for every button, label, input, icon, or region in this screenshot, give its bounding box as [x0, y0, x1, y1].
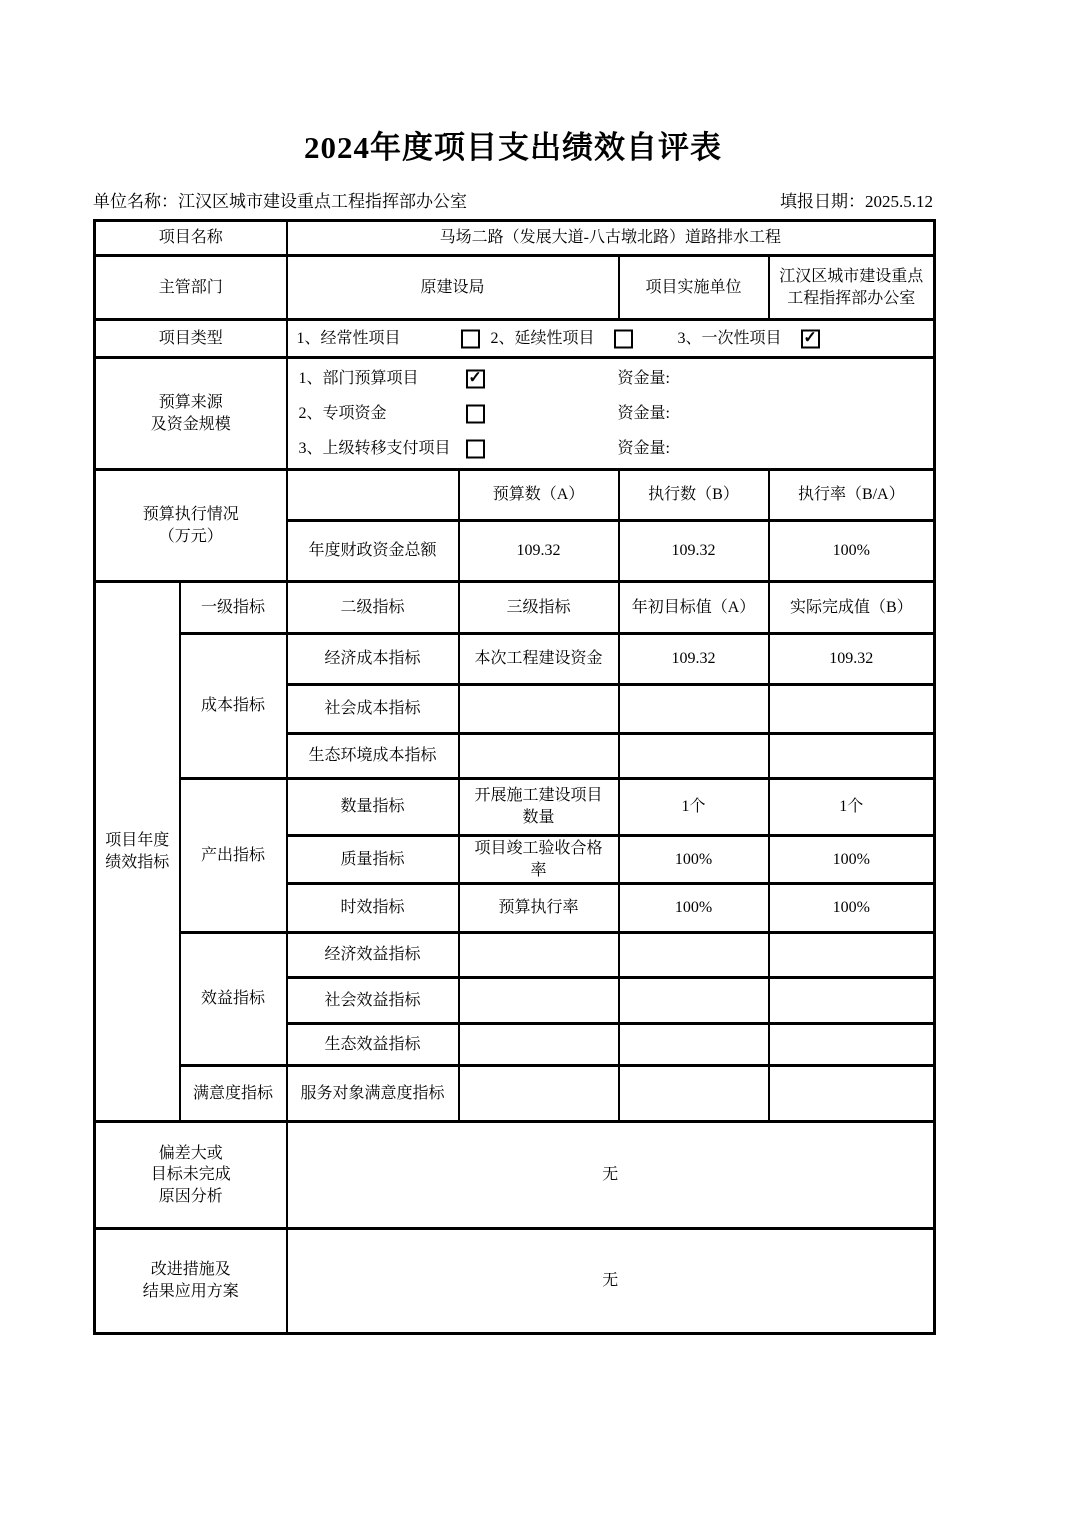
level3-economic-benefit [459, 933, 619, 978]
header-level1: 一级指标 [180, 582, 287, 634]
deviation-analysis-value: 无 [287, 1122, 935, 1229]
project-name-label: 项目名称 [95, 221, 287, 256]
unit-name-value: 江汉区城市建设重点工程指挥部办公室 [178, 192, 467, 211]
header-level2: 二级指标 [287, 582, 459, 634]
indicator-header-row [95, 582, 935, 634]
level2-quantity: 数量指标 [287, 779, 459, 836]
header-level3: 三级指标 [459, 582, 619, 634]
actual-social-benefit [769, 978, 935, 1024]
department-value: 原建设局 [287, 256, 619, 320]
level3-social-benefit [459, 978, 619, 1024]
budget-exec-label [95, 470, 287, 582]
level3-economic-cost: 本次工程建设资金 [459, 634, 619, 685]
improvement-label-line2: 结果应用方案 [142, 1283, 239, 1300]
budget-source-label-line2: 及资金规模 [150, 415, 231, 433]
indicator-row-economic-cost [95, 634, 935, 685]
type-option-continuing-checkbox [614, 329, 633, 348]
type-option-continuing-label: 2、延续性项目 [490, 329, 595, 347]
header-target: 年初目标值（A） [619, 582, 769, 634]
budget-source-special-label: 2、专项资金 [298, 404, 387, 422]
unit-name-line [93, 187, 467, 212]
level3-quality-line1: 项目竣工验收合格 [474, 839, 603, 857]
target-economic-cost: 109.32 [619, 634, 769, 685]
budget-source-row [95, 358, 935, 470]
budget-source-items [287, 358, 935, 470]
implementing-unit-line2: 工程指挥部办公室 [787, 289, 916, 307]
group-label-cost: 成本指标 [180, 634, 287, 779]
indicator-row-satisfaction [95, 1066, 935, 1122]
budget-exec-label-line1: 预算执行情况 [142, 505, 239, 523]
level3-satisfaction [459, 1066, 619, 1122]
target-timeliness: 100% [619, 884, 769, 933]
annual-fiscal-rate-value: 100% [769, 521, 935, 582]
budget-exec-blank-cell [287, 470, 459, 521]
budget-source-item-transfer [291, 432, 931, 466]
target-economic-benefit [619, 933, 769, 978]
level3-quantity-line2: 数量 [522, 809, 555, 826]
group-label-output: 产出指标 [180, 779, 287, 933]
group-label-satisfaction: 满意度指标 [180, 1066, 287, 1122]
page-title: 2024年度项目支出绩效自评表 [304, 130, 722, 165]
actual-economic-benefit [769, 933, 935, 978]
budget-source-dept-amount-label: 资金量: [617, 369, 670, 387]
project-type-options [287, 320, 935, 358]
project-type-label: 项目类型 [95, 320, 287, 358]
type-option-onetime-checkbox: ✓ [801, 329, 820, 348]
self-evaluation-table [93, 219, 936, 1335]
target-quality: 100% [619, 836, 769, 884]
implementing-unit-line1: 江汉区城市建设重点 [779, 267, 924, 285]
target-eco-env-cost [619, 734, 769, 779]
project-type-row [95, 320, 935, 358]
level3-quality-line2: 率 [530, 861, 547, 879]
level3-eco-env-cost [459, 734, 619, 779]
deviation-analysis-label [95, 1122, 287, 1229]
budget-source-items-wrap [291, 361, 931, 466]
report-date-value: 2025.5.12 [865, 192, 933, 211]
level2-eco-env-cost: 生态环境成本指标 [287, 734, 459, 779]
budget-exec-col-rate: 执行率（B/A） [769, 470, 935, 521]
budget-exec-col-exec: 执行数（B） [619, 470, 769, 521]
department-label: 主管部门 [95, 256, 287, 320]
implementing-unit-label: 项目实施单位 [619, 256, 769, 320]
indicator-section-label-line1: 项目年度 [105, 831, 170, 849]
annual-fiscal-budget-value: 109.32 [459, 521, 619, 582]
level2-economic-benefit: 经济效益指标 [287, 933, 459, 978]
report-date-line [780, 187, 933, 212]
level2-timeliness: 时效指标 [287, 884, 459, 933]
actual-eco-env-cost [769, 734, 935, 779]
actual-quantity: 1个 [769, 779, 935, 836]
level2-eco-benefit: 生态效益指标 [287, 1024, 459, 1066]
project-name-value: 马场二路（发展大道-八古墩北路）道路排水工程 [287, 221, 935, 256]
budget-source-item-dept [291, 362, 931, 396]
actual-eco-benefit [769, 1024, 935, 1066]
actual-timeliness: 100% [769, 884, 935, 933]
meta-row [93, 187, 933, 212]
group-label-benefit: 效益指标 [180, 933, 287, 1066]
level3-timeliness: 预算执行率 [459, 884, 619, 933]
improvement-row [95, 1229, 935, 1334]
budget-source-dept-label: 1、部门预算项目 [298, 369, 419, 387]
target-social-benefit [619, 978, 769, 1024]
level2-social-cost: 社会成本指标 [287, 685, 459, 734]
budget-exec-header-row [95, 470, 935, 521]
level2-satisfaction: 服务对象满意度指标 [287, 1066, 459, 1122]
indicator-section-label-line2: 绩效指标 [105, 853, 170, 871]
department-row [95, 256, 935, 320]
budget-exec-label-line2: （万元） [158, 527, 223, 545]
budget-source-special-checkbox [466, 404, 485, 423]
budget-source-item-special [291, 397, 931, 431]
level3-quality [459, 836, 619, 884]
target-quantity: 1个 [619, 779, 769, 836]
indicator-row-quantity [95, 779, 935, 836]
target-satisfaction [619, 1066, 769, 1122]
deviation-label-line2: 目标未完成 [150, 1166, 231, 1184]
level2-social-benefit: 社会效益指标 [287, 978, 459, 1024]
project-type-options-wrap [291, 324, 931, 354]
level2-economic-cost: 经济成本指标 [287, 634, 459, 685]
level3-eco-benefit [459, 1024, 619, 1066]
budget-source-transfer-label: 3、上级转移支付项目 [298, 439, 451, 457]
budget-source-transfer-checkbox [466, 439, 485, 458]
type-option-regular-label: 1、经常性项目 [296, 329, 401, 347]
report-date-prefix: 填报日期： [780, 192, 865, 211]
target-social-cost [619, 685, 769, 734]
deviation-analysis-row [95, 1122, 935, 1229]
budget-exec-col-budget: 预算数（A） [459, 470, 619, 521]
annual-fiscal-exec-value: 109.32 [619, 521, 769, 582]
annual-fiscal-total-label: 年度财政资金总额 [287, 521, 459, 582]
target-eco-benefit [619, 1024, 769, 1066]
document-content [93, 122, 933, 1335]
indicator-row-economic-benefit [95, 933, 935, 978]
budget-source-transfer-amount-label: 资金量: [617, 439, 670, 457]
budget-source-label [95, 358, 287, 470]
actual-quality: 100% [769, 836, 935, 884]
actual-satisfaction [769, 1066, 935, 1122]
deviation-label-line1: 偏差大或 [158, 1144, 223, 1162]
actual-economic-cost: 109.32 [769, 634, 935, 685]
level3-social-cost [459, 685, 619, 734]
level2-quality: 质量指标 [287, 836, 459, 884]
type-option-regular-checkbox [461, 329, 480, 348]
improvement-label [95, 1229, 287, 1334]
actual-social-cost [769, 685, 935, 734]
improvement-label-line1: 改进措施及 [150, 1261, 231, 1279]
deviation-label-line3: 原因分析 [158, 1187, 223, 1205]
implementing-unit-value [769, 256, 935, 320]
type-option-onetime-label: 3、一次性项目 [677, 329, 782, 347]
header-actual: 实际完成值（B） [769, 582, 935, 634]
level3-quantity-line1: 开展施工建设项目 [474, 787, 603, 805]
budget-source-dept-checkbox: ✓ [466, 369, 485, 388]
project-name-row [95, 221, 935, 256]
budget-source-special-amount-label: 资金量: [617, 404, 670, 422]
level3-quantity [459, 779, 619, 836]
improvement-value: 无 [287, 1229, 935, 1334]
unit-name-prefix: 单位名称： [93, 192, 178, 211]
budget-source-label-line1: 预算来源 [158, 393, 223, 411]
indicator-section-label [95, 582, 180, 1122]
